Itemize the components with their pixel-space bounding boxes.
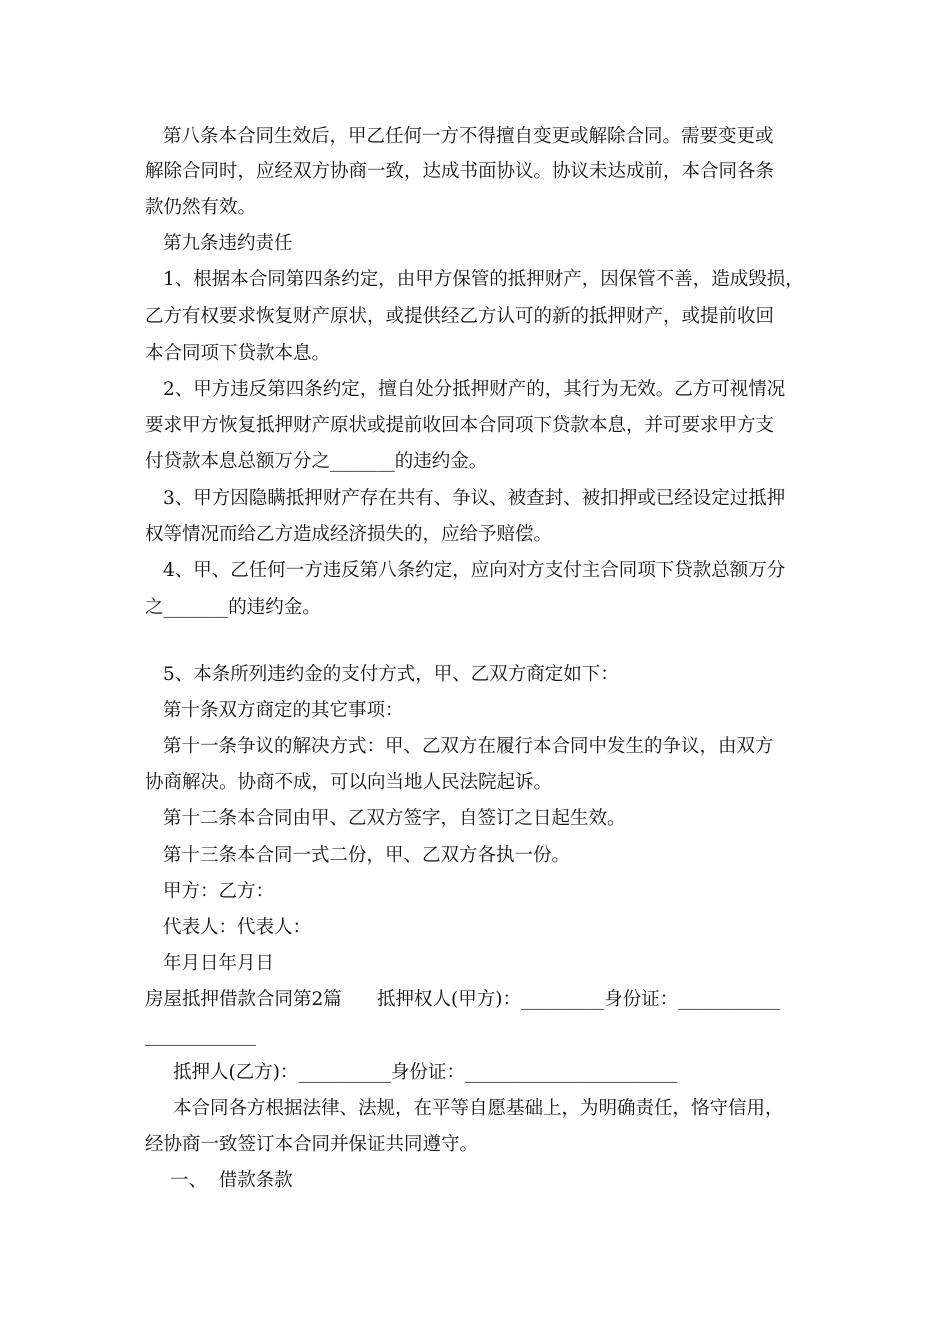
clause-1-line-2: 乙方有权要求恢复财产原状，或提供经乙方认可的新的抵押财产，或提前收回 <box>145 306 775 327</box>
contract-2-id-continuation: ____________ <box>145 1025 256 1046</box>
representative-line: 代表人：代表人： <box>163 917 312 938</box>
clause-1-line-1: 1、根据本合同第四条约定，由甲方保管的抵押财产，因保管不善，造成毁损， <box>163 269 804 290</box>
clause-3-line-2: 权等情况而给乙方造成经济损失的，应给予赔偿。 <box>145 524 553 545</box>
preamble-line-2: 经协商一致签订本合同并保证共同遵守。 <box>145 1134 479 1155</box>
article-8-line-1: 第八条本合同生效后，甲乙任何一方不得擅自变更或解除合同。需要变更或 <box>163 126 774 147</box>
clause-1-line-3: 本合同项下贷款本息。 <box>145 343 331 364</box>
article-13-line: 第十三条本合同一式二份，甲、乙双方各执一份。 <box>163 845 571 866</box>
clause-4-line-1: 4、甲、乙任何一方违反第八条约定，应向对方支付主合同项下贷款总额万分 <box>163 560 786 581</box>
article-11-line-2: 协商解决。协商不成，可以向当地人民法院起诉。 <box>145 772 553 793</box>
article-9-heading: 第九条违约责任 <box>163 233 293 254</box>
article-8-line-2: 解除合同时，应经双方协商一致，达成书面协议。协议未达成前，本合同各条 <box>145 161 775 182</box>
mortgagor-line: 抵押人(乙方)：__________身份证：_______________________ <box>173 1062 678 1083</box>
article-10-line: 第十条双方商定的其它事项： <box>163 700 404 721</box>
article-11-line-1: 第十一条争议的解决方式：甲、乙双方在履行本合同中发生的争议，由双方 <box>163 736 774 757</box>
clause-2-line-2: 要求甲方恢复抵押财产原状或提前收回本合同项下贷款本息，并可要求甲方支 <box>145 415 775 436</box>
clause-2-line-3: 付贷款本息总额万分之_______的违约金。 <box>145 451 488 472</box>
section-1-heading: 一、 借款条款 <box>170 1170 293 1191</box>
party-signature-line: 甲方：乙方： <box>163 881 275 902</box>
clause-5-line: 5、本条所列违约金的支付方式，甲、乙双方商定如下： <box>163 664 619 685</box>
contract-2-title-line: 房屋抵押借款合同第2篇 抵押权人(甲方)：_________身份证：___________ <box>145 989 780 1010</box>
article-8-line-3: 款仍然有效。 <box>145 197 257 218</box>
clause-3-line-1: 3、甲方因隐瞒抵押财产存在共有、争议、被查封、被扣押或已经设定过抵押 <box>163 488 786 509</box>
date-line: 年月日年月日 <box>163 953 275 974</box>
article-12-line: 第十二条本合同由甲、乙双方签字，自签订之日起生效。 <box>163 808 626 829</box>
clause-2-line-1: 2、甲方违反第四条约定，擅自处分抵押财产的，其行为无效。乙方可视情况 <box>163 379 786 400</box>
preamble-line-1: 本合同各方根据法律、法规，在平等自愿基础上，为明确责任，恪守信用， <box>173 1098 784 1119</box>
clause-4-line-2: 之_______的违约金。 <box>145 597 321 618</box>
